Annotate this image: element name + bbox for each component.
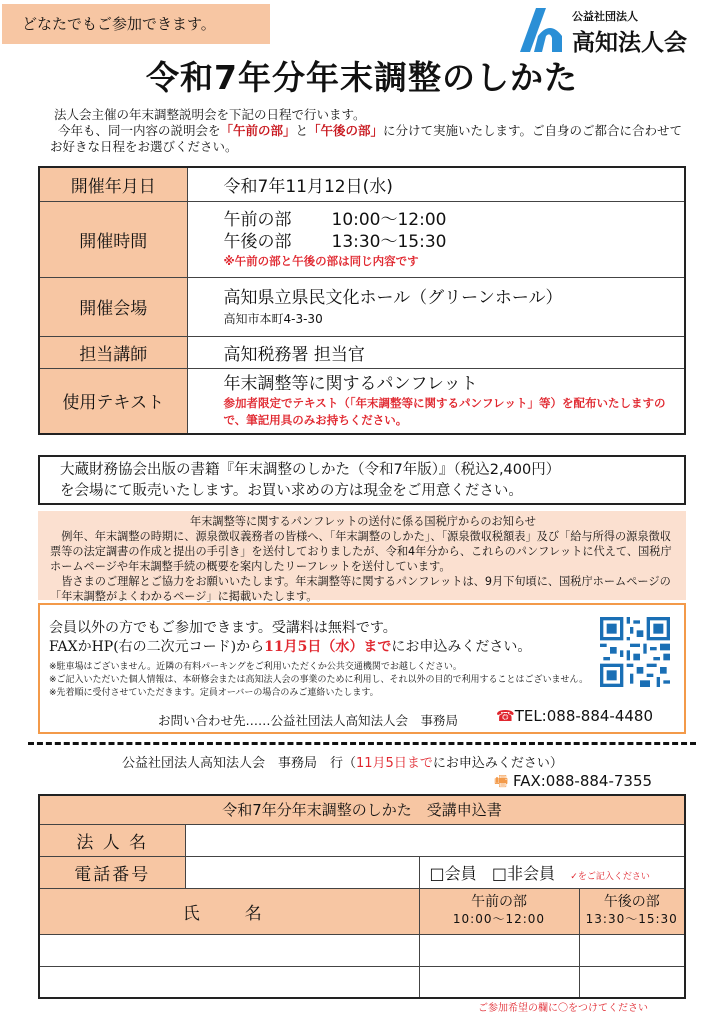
time-values — [187, 201, 685, 277]
application-form — [38, 794, 686, 999]
am-attend-field[interactable] — [419, 934, 579, 966]
am-session-label: 午前の部 — [223, 210, 292, 230]
to-deadline: 11月5日まで — [356, 756, 433, 771]
pm-session-time: 13:30～15:30 — [331, 232, 447, 252]
am-column-header — [419, 888, 579, 934]
footnote-first-come: ※先着順に受付させていただきます。定員オーバーの場合のみご連絡いたします。 — [49, 688, 379, 698]
am-attend-field[interactable] — [419, 966, 579, 998]
book-line-2: を会場にて販売いたします。お買い求めの方は現金をご用意ください。 — [60, 483, 523, 499]
fee-line-1: 会員以外の方でもご参加できます。受講料は無料です。 — [49, 620, 397, 636]
member-checkbox[interactable]: □会員 — [429, 863, 477, 883]
textbook-values — [187, 368, 685, 434]
venue-address: 高知市本町4-3-30 — [223, 312, 323, 326]
venue-label: 開催会場 — [39, 277, 187, 336]
time-label: 開催時間 — [39, 201, 187, 277]
book-sale-box — [38, 455, 686, 505]
intro-afternoon-session: 「午後の部」 — [308, 123, 384, 138]
pm-attend-field[interactable] — [579, 934, 685, 966]
member-note: ✓をご記入ください — [570, 871, 650, 882]
fee-line-2 — [49, 638, 684, 657]
book-line-1: 大蔵財務協会出版の書籍『年末調整のしかた（令和7年版）』（税込2,400円） — [60, 462, 561, 478]
any-participant-banner: どなたでもご参加できます。 — [2, 4, 270, 44]
footnote-parking: ※駐車場はございません。近隣の有料パーキングをご利用いただくか公共交通機関でお越しください。 — [49, 662, 462, 672]
textbook-label: 使用テキスト — [39, 368, 187, 434]
tel-number[interactable] — [496, 707, 653, 725]
fee-line-2c: にお申込みください。 — [391, 639, 532, 655]
fax-number — [494, 771, 652, 796]
form-title: 令和7年分年末調整のしかた 受講申込書 — [39, 795, 685, 824]
venue-name: 高知県立県民文化ホール（グリーンホール） — [223, 288, 563, 308]
notice-title: 年末調整等に関するパンフレットの送付に係る国税庁からのお知らせ — [190, 515, 536, 528]
am-column-label: 午前の部 — [471, 894, 527, 910]
venue-values — [187, 277, 685, 336]
pm-attend-field[interactable] — [579, 966, 685, 998]
logo-name: 高知法人会 — [572, 30, 687, 56]
tel-text: TEL:088-884-4480 — [514, 707, 653, 725]
textbook-note: 参加者限定でテキスト（「年末調整等に関するパンフレット」等）を配布いたしますので、筆記用具のみお持ちください。 — [223, 395, 666, 427]
form-footer-note: ご参加希望の欄に〇をつけてください — [478, 1003, 648, 1014]
phone-label: 電話番号 — [39, 856, 185, 888]
fee-line-2a: FAXかHP(右の二次元コード)から — [49, 639, 265, 655]
attendee-name-field[interactable] — [39, 934, 419, 966]
notice-body-2: 皆さまのご理解とご協力をお願いいたします。年末調整等に関するパンフレットは、9月下旬頃に、国税庁ホームページの「年末調整がよくわかるページ」に掲載いたします。 — [50, 575, 671, 603]
pm-column-time: 13:30～15:30 — [585, 912, 678, 926]
intro-line-2c: と — [295, 123, 308, 138]
membership-choice — [419, 856, 685, 888]
corp-name-label: 法 人 名 — [39, 824, 185, 856]
fax-text: FAX:088-884-7355 — [512, 772, 653, 790]
same-content-note: ※午前の部と午後の部は同じ内容です — [223, 254, 419, 268]
intro-morning-session: 「午前の部」 — [220, 123, 296, 138]
pm-column-header — [579, 888, 685, 934]
logo-mark-icon — [516, 6, 566, 54]
intro-line-1: 法人会主催の年末調整説明会を下記の日程で行います。 — [53, 107, 366, 122]
date-label: 開催年月日 — [39, 167, 187, 201]
qr-code-icon[interactable] — [600, 617, 670, 687]
name-label: 氏 名 — [39, 888, 419, 934]
am-column-time: 10:00～12:00 — [452, 912, 546, 926]
cut-line — [28, 742, 696, 745]
am-session-time: 10:00～12:00 — [331, 210, 447, 230]
attendee-row — [39, 966, 685, 998]
phone-field[interactable] — [185, 856, 419, 888]
intro-line-2e: に分けて実施いたします。ご自身のご都合に合わせてお好きな日程をお選びください。 — [50, 123, 683, 154]
corp-name-field[interactable] — [185, 824, 685, 856]
to-c: にお申込みください） — [432, 756, 563, 771]
event-info-table — [38, 166, 686, 435]
attendee-name-field[interactable] — [39, 966, 419, 998]
contact-label: お問い合わせ先……公益社団法人高知法人会 事務局 — [158, 713, 459, 728]
textbook-value: 年末調整等に関するパンフレット — [223, 373, 478, 394]
lecturer-value: 高知税務署 担当官 — [187, 336, 685, 368]
attendee-row — [39, 934, 685, 966]
phone-icon: ☎ — [496, 707, 515, 725]
application-to — [122, 752, 563, 771]
page-title: 令和7年分年末調整のしかた — [146, 58, 578, 97]
footnote-privacy: ※ご記入いただいた個人情報は、本研修会または高知法人会の事業のために利用し、それ以外の目的で利用することはございません。 — [49, 675, 589, 685]
notice-body-1: 例年、年末調整の時期に、源泉徴収義務者の皆様へ、「年末調整のしかた」、「源泉徴収税額表」及び「給与所得の源泉徴収票等の法定調書の作成と提出の手引き」を送付しておりましたが、令和4年分から、これらのパンフレットに代えて、国税庁ホームページや年末調整手続の概要を案内したリーフレットを送付しています。 — [50, 530, 672, 573]
intro-text — [50, 107, 690, 155]
fee-info-box — [38, 603, 686, 734]
to-a: 公益社団法人高知法人会 事務局 行（ — [122, 756, 357, 771]
pm-session-label: 午後の部 — [223, 232, 292, 252]
logo-subtitle: 公益社団法人 — [572, 10, 638, 23]
intro-line-2a: 今年も、同一内容の説明会を — [57, 123, 221, 138]
association-logo — [516, 4, 716, 58]
nonmember-checkbox[interactable]: □非会員 — [491, 863, 556, 883]
deadline: 11月5日（水）まで — [264, 639, 392, 655]
nta-notice — [38, 511, 686, 603]
lecturer-label: 担当講師 — [39, 336, 187, 368]
fax-icon: 🖷 — [494, 772, 509, 790]
date-value: 令和7年11月12日(水) — [187, 167, 685, 201]
pm-column-label: 午後の部 — [603, 894, 660, 910]
